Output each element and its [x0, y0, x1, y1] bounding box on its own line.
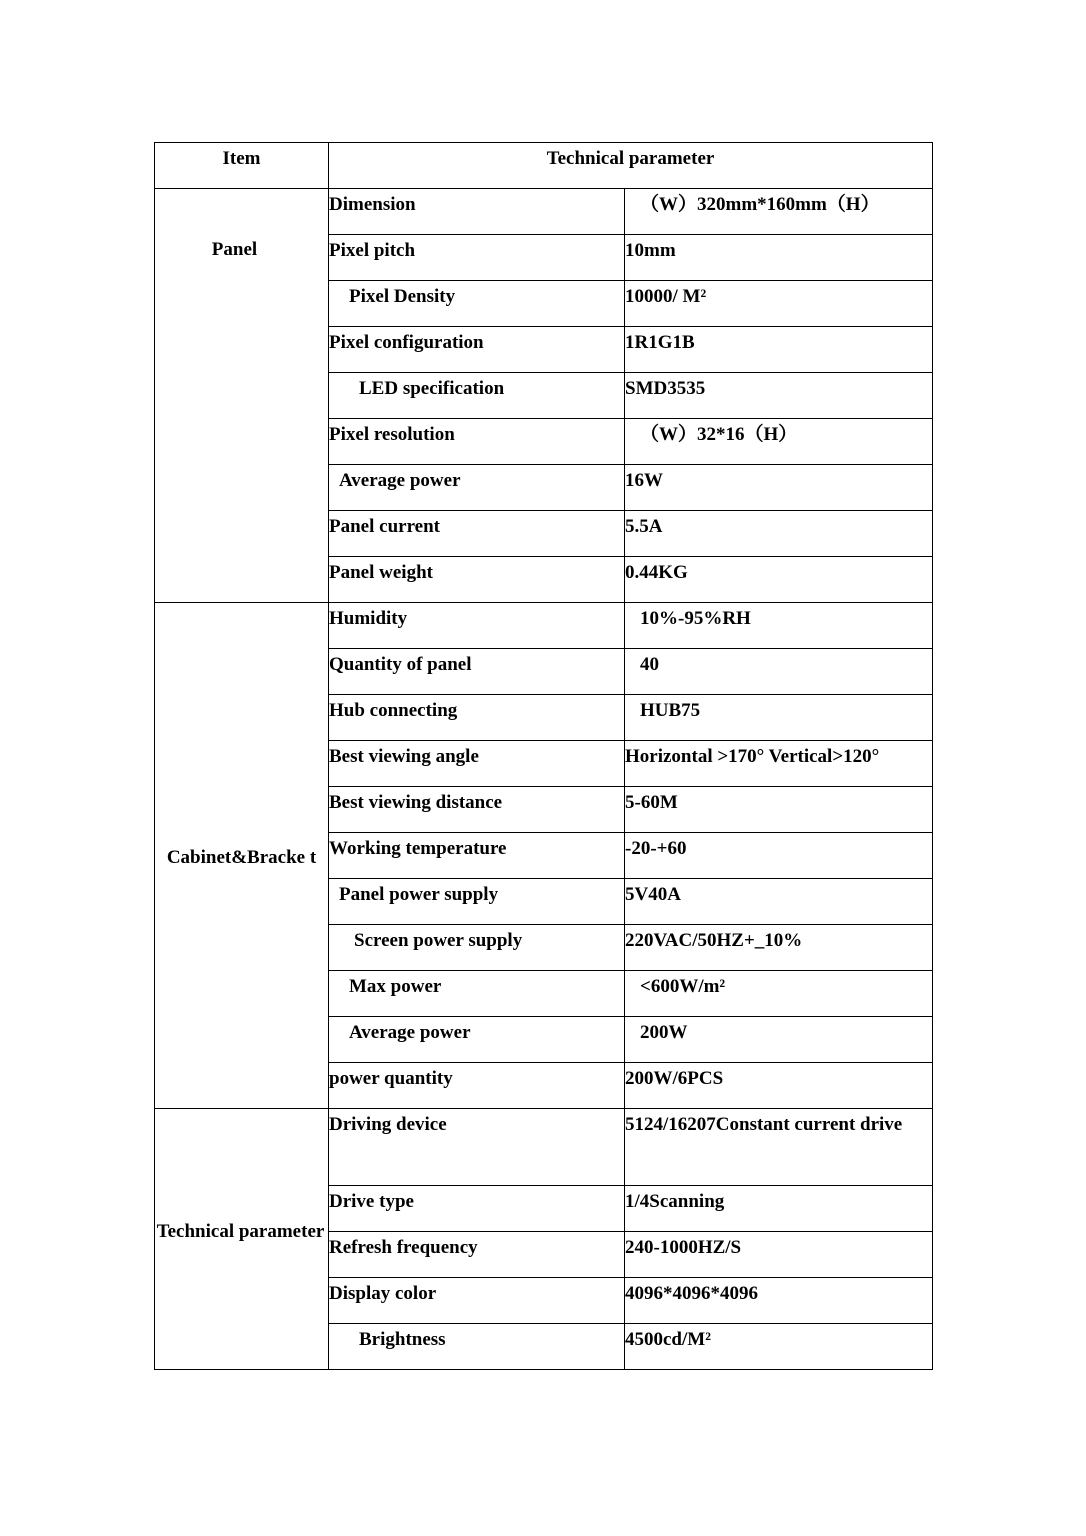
value-cell: 10%-95%RH: [625, 603, 933, 649]
value-cell: <600W/m²: [625, 971, 933, 1017]
param-cell: Driving device: [329, 1109, 625, 1186]
value-cell: -20-+60: [625, 833, 933, 879]
param-cell: Hub connecting: [329, 695, 625, 741]
value-cell: 10000/ M²: [625, 281, 933, 327]
group-cabinet-bracket: Cabinet&Bracke t: [155, 603, 329, 1109]
value-cell: 200W/6PCS: [625, 1063, 933, 1109]
param-cell: Humidity: [329, 603, 625, 649]
param-cell: Pixel resolution: [329, 419, 625, 465]
param-cell: Panel power supply: [329, 879, 625, 925]
group-technical-parameter: Technical parameter: [155, 1109, 329, 1370]
param-cell: Quantity of panel: [329, 649, 625, 695]
param-cell: Best viewing angle: [329, 741, 625, 787]
value-cell: 1R1G1B: [625, 327, 933, 373]
param-cell: Average power: [329, 1017, 625, 1063]
param-cell: Max power: [329, 971, 625, 1017]
param-cell: Screen power supply: [329, 925, 625, 971]
value-cell: 240-1000HZ/S: [625, 1232, 933, 1278]
header-item: Item: [155, 143, 329, 189]
param-cell: Working temperature: [329, 833, 625, 879]
param-cell: Dimension: [329, 189, 625, 235]
value-cell: （W）320mm*160mm（H）: [625, 189, 933, 235]
param-cell: Display color: [329, 1278, 625, 1324]
value-cell: 40: [625, 649, 933, 695]
table-row: [155, 603, 933, 649]
value-cell: 0.44KG: [625, 557, 933, 603]
param-cell: Drive type: [329, 1186, 625, 1232]
param-cell: Pixel pitch: [329, 235, 625, 281]
value-cell: 200W: [625, 1017, 933, 1063]
param-cell: Best viewing distance: [329, 787, 625, 833]
spec-table: [154, 142, 933, 1370]
value-cell: HUB75: [625, 695, 933, 741]
param-cell: Brightness: [329, 1324, 625, 1370]
value-cell: 5124/16207Constant current drive: [625, 1109, 933, 1186]
param-cell: Refresh frequency: [329, 1232, 625, 1278]
value-cell: 10mm: [625, 235, 933, 281]
value-cell: 5-60M: [625, 787, 933, 833]
param-cell: Panel current: [329, 511, 625, 557]
value-cell: Horizontal >170° Vertical>120°: [625, 741, 933, 787]
value-cell: SMD3535: [625, 373, 933, 419]
param-cell: LED specification: [329, 373, 625, 419]
value-cell: 220VAC/50HZ+_10%: [625, 925, 933, 971]
value-cell: 1/4Scanning: [625, 1186, 933, 1232]
value-cell: （W）32*16（H）: [625, 419, 933, 465]
table-row: [155, 1109, 933, 1186]
table-header-row: [155, 143, 933, 189]
value-cell: 5.5A: [625, 511, 933, 557]
param-cell: power quantity: [329, 1063, 625, 1109]
table-row: [155, 189, 933, 235]
value-cell: 16W: [625, 465, 933, 511]
value-cell: 5V40A: [625, 879, 933, 925]
header-technical-parameter: Technical parameter: [329, 143, 933, 189]
group-panel: Panel: [155, 189, 329, 603]
param-cell: Average power: [329, 465, 625, 511]
value-cell: 4096*4096*4096: [625, 1278, 933, 1324]
param-cell: Panel weight: [329, 557, 625, 603]
param-cell: Pixel configuration: [329, 327, 625, 373]
param-cell: Pixel Density: [329, 281, 625, 327]
value-cell: 4500cd/M²: [625, 1324, 933, 1370]
